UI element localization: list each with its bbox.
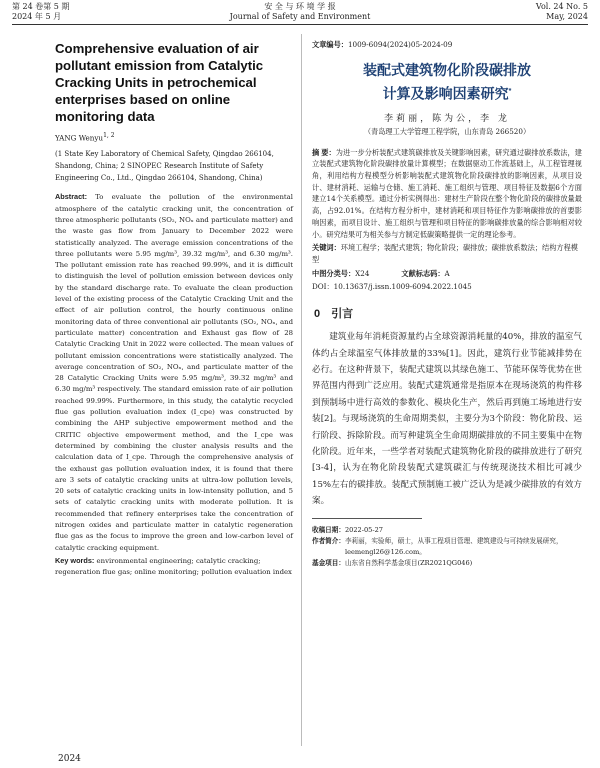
footnote-fund [312,558,582,569]
column-divider [301,34,302,746]
chinese-column [312,40,582,569]
chinese-authors: 李莉丽，陈为公，李 龙 [384,113,510,124]
header-right [536,2,588,22]
footnote-author-label: 作者简介： [312,537,345,545]
english-column [55,40,293,578]
doi: DOI：10.13637/j.issn.1009-6094.2022.1045 [312,282,472,292]
header-center [12,2,588,22]
english-keywords-label: Key words: [55,555,95,565]
header-rule [12,24,588,25]
english-keywords-text: environmental engineering; catalytic cracking; regeneration flue gas; online monitoring; pollution evaluation index [55,556,292,577]
footnote-rule [312,518,422,519]
header-date-en: May, 2024 [546,12,588,21]
footnote-fund-value: 山东省自然科学基金项目(ZR2021QG046) [344,559,473,568]
english-abstract-text: To evaluate the pollution of the environmental atmosphere of the catalytic cracking unit, the concentration of three atmospheric pollutants (SO₂, NOₓ and particulate matter) and the waste gas flow from January to December 2022 were statistically analyzed. The average emission concentrations of the three pollutants were 5.95 mg/m³, 39.32 mg/m³, and 6.30 mg/m³. The pollutant emission rate has reached 99.99%, and it is difficult to distinguish the level of pollution emission between devices only by the standard discharge rate. To evaluate the clean production level of the existing process of the Catalytic Cracking Unit and the effect of air pollution control, the hourly continuous online monitoring data of three conventional air pollutants (SO₂, NOₓ, and particulate matter) concentration and Exhaust gas flow of 28 Catalytic Cracking Unit in 2022 were collected. The mean values of pollutant emission concentrations were statistically analyzed. The average concentration of SO₂, NOₓ, and particulate matter of the 28 Catalytic Cracking Units were 5.95 mg/m³, 39.32 mg/m³ and 6.30 mg/m³ respectively. The standard emission rate of air pollution reached 99.99%. Furthermore, in this study, the catalytic recycled flue gas pollution evaluation index (I_cpe) was constructed by combining the AHP subjective empowerment method and the CRITIC objective empowerment method, and the I_cpe was determined by combining the cluster analysis results and the calculation data of I_cpe. Through the comprehensive analysis of the exhaust gas pollution evaluation index, it is found that there are 3 sets of catalytic cracking units at ultra-low pollution levels, 20 sets of catalytic cracking units in low-intensity pollution, and 5 sets of catalytic cracking units with moderate pollution. It is recommended that refinery enterprises take the concentration of nitrogen oxides and particulate matter in catalytic regeneration flue gas as the focus to improve the green and low-carbon level of catalytic cracking equipment. [55,193,293,552]
english-author-name: YANG Wenyu [55,133,104,143]
chinese-title-mark: * [508,88,512,95]
page-number: 2024 [58,754,81,764]
english-affiliation: (1 State Key Laboratory of Chemical Safety, Qingdao 266104, Shandong, China; 2 SINOPEC Research Institute of Safety Engineering Co., Ltd., Qingdao 266104, Shandong, China) [55,150,274,183]
footnote-received-label: 收稿日期： [312,526,345,534]
header-date: 2024 年 5 月 [12,12,62,21]
footnote-author-value: 李莉丽，实验师，硕士，从事工程项目管理、建筑建设与可持续发展研究，leemengl26@126.com。 [344,536,563,556]
chinese-abstract [312,147,582,241]
classification-line [312,268,582,280]
chinese-abstract-text: 为进一步分析装配式建筑碳排放及关键影响因素，研究通过碳排放系数法，建立装配式建筑物化阶段碳排放量计算模型；在数据驱动工作流基础上，从工程管理视角，利用结构方程模型分析影响装配式建筑物化阶段碳排放的影响因素，从项目设计、建材消耗、运输与仓储、施工消耗、施工组织与管理、项目特征及数据6个方面建立14个关系模型。通过分析实例得出：建材生产阶段在整个物化阶段的碳排放量最高，占92.01%。在结构方程分析中，建材消耗和项目特征作为影响碳排放的首要影响因素，而项目设计、施工组织与管理和项目特征的影响碳排放量的综合影响相对较小。研究结果可为相关参与方制定低碳策略提供一定的理论参考。 [312,147,582,239]
header-volume: 第 24 卷第 5 期 [12,2,70,11]
chinese-title-line1: 装配式建筑物化阶段碳排放 [363,62,531,78]
english-abstract [55,191,293,554]
header-volume-en: Vol. 24 No. 5 [535,2,588,11]
footnotes [312,525,582,570]
chinese-title-line2: 计算及影响因素研究 [382,85,509,102]
journal-name-cn: 安 全 与 环 境 学 报 [264,2,336,11]
section-number: 0 [314,308,321,321]
article-number-value: 1009-6094(2024)05-2024-09 [347,40,453,49]
running-header [12,2,588,24]
section-heading [314,305,582,321]
doc-code-value: A [444,268,450,278]
article-number [312,40,582,50]
english-title: Comprehensive evaluation of air pollutant emission from Catalytic Cracking Units in petrochemical enterprises based on online monitoring data [55,41,264,124]
english-author-sup: 1, 2 [103,132,115,139]
chinese-keywords [312,242,582,265]
chinese-keywords-label: 关键词： [312,243,341,253]
chinese-keywords-text: 环境工程学；装配式建筑；物化阶段；碳排放；碳排放系数法；结构方程模型 [312,243,578,264]
chinese-affiliation: （青岛理工大学管理工程学院，山东青岛 266520） [363,126,531,136]
clc-label: 中图分类号： [312,268,356,278]
english-keywords [55,555,293,579]
footnote-received-value: 2022-05-27 [344,525,383,534]
clc-value: X24 [355,268,370,278]
english-abstract-label: Abstract: [55,192,88,202]
chinese-abstract-label: 摘 要： [312,147,336,157]
article-number-label: 文章编号： [312,40,348,49]
chinese-title [312,59,582,105]
english-author [55,132,293,142]
footnote-received [312,525,582,536]
journal-name-en: Journal of Safety and Environment [229,12,371,21]
doc-code-label: 文献标志码： [401,268,445,278]
footnote-fund-label: 基金项目： [312,560,345,568]
intro-paragraph: 建筑业每年消耗资源量约占全球资源消耗量的40%，排放的温室气体约占全球温室气体排放量的33%[1]。因此，建筑行业节能减排势在必行。在这种背景下，装配式建筑以其绿色施工、节能环保等优势在世界范围内得到广泛应用。装配式建筑通常是指原本在现场浇筑的构件移到预制场中进行高效的参数化、模块化生产，然后再到施工场地进行安装[2]。与现场浇筑的生命周期类似，主要分为3个阶段：物化阶段、运行阶段、拆除阶段。而写种建筑全生命周期碳排放的不同主要集中在物化阶段。近年来，一些学者对装配式建筑物化阶段的碳排放进行了研究[3-4]，认为在物化阶段装配式建筑碳汇与传统现浇技术相比可减少15%左右的碳排放。装配式预制施工被广泛认为是减少碳排放的有效方案。 [312,332,582,507]
footnote-author [312,536,582,558]
section-title: 引言 [331,308,354,321]
